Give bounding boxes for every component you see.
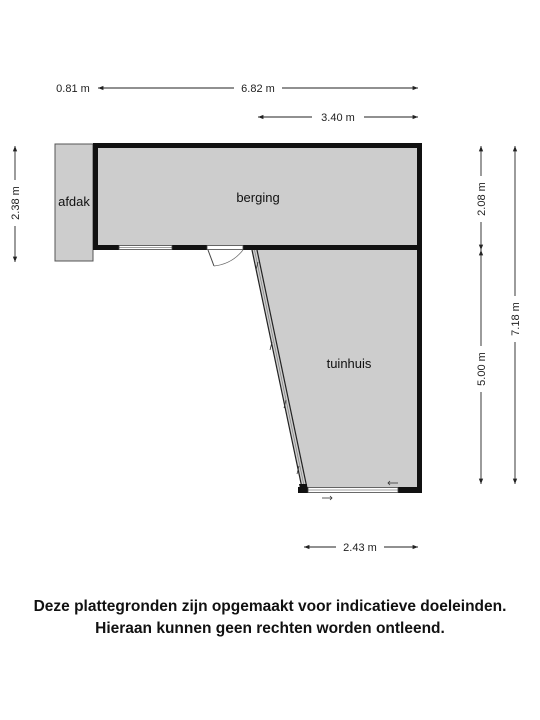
afdak-label: afdak <box>58 194 90 209</box>
dim-top-left: 0.81 m <box>56 83 90 95</box>
door-berging <box>207 246 243 267</box>
dim-top-total: 6.82 m <box>241 83 275 95</box>
dim-bottom-width: 2.43 m <box>343 542 377 554</box>
disclaimer-line-1: Deze plattegronden zijn opgemaakt voor indicatieve doeleinden. <box>33 598 507 615</box>
window-berging <box>119 246 172 250</box>
tuinhuis-label: tuinhuis <box>326 356 372 371</box>
dim-right-lower: 5.00 m <box>476 352 488 386</box>
berging-label: berging <box>236 190 280 205</box>
dim-left-height: 2.38 m <box>10 186 22 220</box>
dim-right-upper: 2.08 m <box>476 182 488 216</box>
dim-top-right: 3.40 m <box>321 112 355 124</box>
dim-right-total: 7.18 m <box>510 302 522 336</box>
disclaimer-line-2: Hieraan kunnen geen rechten worden ontleend. <box>95 620 445 637</box>
